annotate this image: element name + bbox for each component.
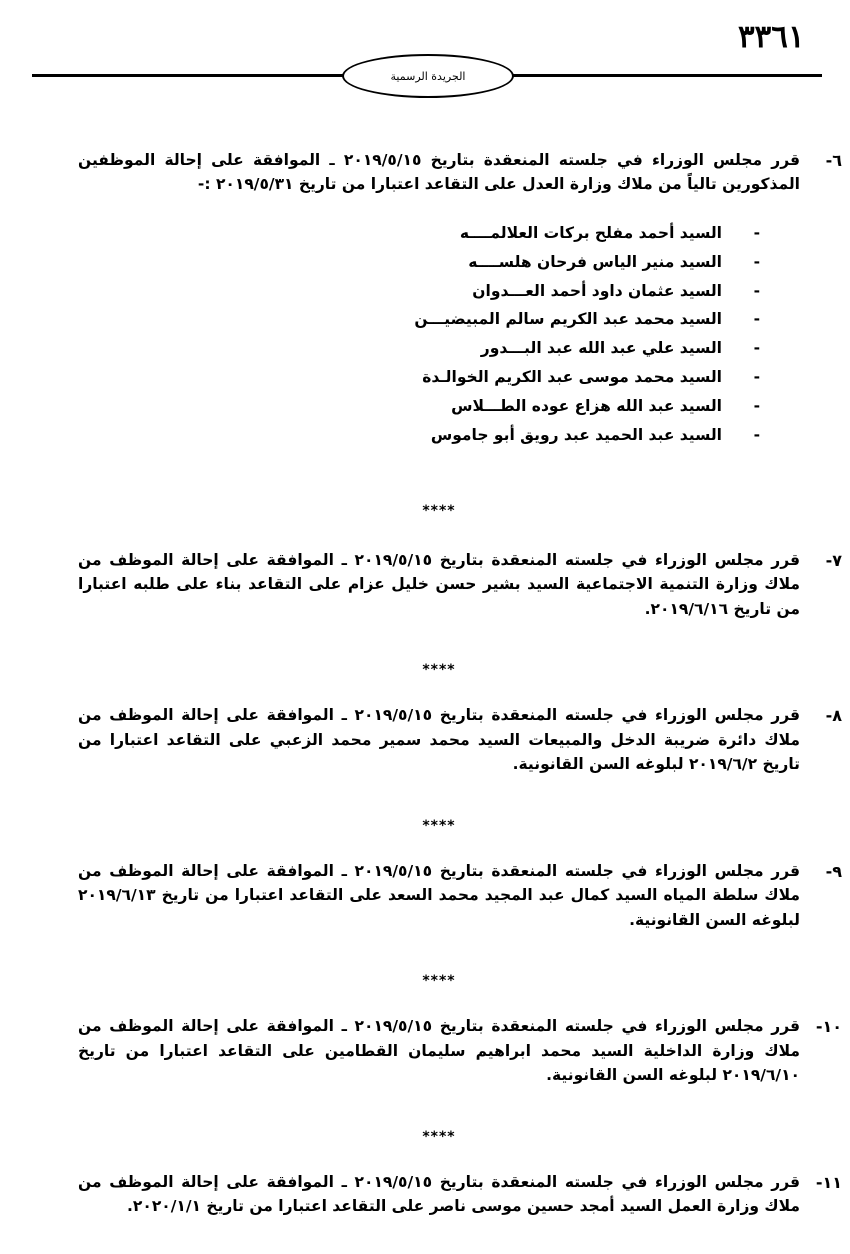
item-number: ٧-	[825, 550, 842, 570]
employee-name: السيد منير الياس فرحان هلســــه	[468, 252, 722, 271]
item-number: ١١-	[815, 1172, 842, 1192]
item-text: قرر مجلس الوزراء في جلسته المنعقدة بتاريخ ٢٠١٩/٥/١٥ ـ الموافقة على إحالة الموظف من ملاك وزارة الداخلية السيد محمد ابراهيم سليمان القطامين على التقاعد اعتبارا من تاريخ ٢٠١٩/٦/١٠ لبلوغه السن القانونية.	[78, 1017, 801, 1085]
item-text: قرر مجلس الوزراء في جلسته المنعقدة بتاريخ ٢٠١٩/٥/١٥ ـ الموافقة على إحالة الموظف من ملاك وزارة التنمية الاجتماعية السيد بشير حسن خليل عزام على التقاعد بناء على طلبه اعتبارا من تاريخ ٢٠١٩/٦/١٦.	[78, 550, 801, 618]
list-item: - السيد محمد عبد الكريم سالم المبيضيـــن	[78, 305, 760, 334]
list-item: - السيد عثمان داود أحمد العـــدوان	[78, 277, 760, 306]
item-text: قرر مجلس الوزراء في جلسته المنعقدة بتاريخ ٢٠١٩/٥/١٥ ـ الموافقة على إحالة الموظف من ملاك وزارة العمل السيد أمجد حسين موسى ناصر على التقاعد اعتبارا من تاريخ ٢٠٢٠/١/١.	[78, 1172, 801, 1216]
decision-item-6	[78, 148, 842, 450]
document-body	[78, 148, 842, 1219]
employee-name-list	[78, 219, 800, 450]
gazette-title: الجريدة الرسمية	[390, 69, 466, 83]
item-text: قرر مجلس الوزراء في جلسته المنعقدة بتاريخ ٢٠١٩/٥/١٥ ـ الموافقة على إحالة الموظفين المذكورين تالياً من ملاك وزارة العدل على التقاعد اعتبارا من تاريخ ٢٠١٩/٥/٣١ :-	[78, 151, 801, 194]
item-number: ٦-	[825, 151, 842, 170]
separator: ****	[422, 1128, 456, 1145]
item-number: ١٠-	[815, 1017, 842, 1037]
gazette-title-oval	[342, 54, 514, 98]
separator: ****	[422, 973, 456, 990]
employee-name: السيد محمد عبد الكريم سالم المبيضيـــن	[414, 310, 722, 329]
separator: ****	[422, 662, 456, 679]
item-number: ٩-	[825, 861, 842, 881]
employee-name: السيد عبد الحميد عبد رويق أبو جاموس	[430, 425, 722, 444]
decision-item-10	[78, 1014, 842, 1087]
list-item: - السيد أحمد مفلح بركات العلالمــــه	[78, 219, 760, 248]
separator: ****	[422, 502, 456, 519]
decision-item-11	[78, 1170, 842, 1219]
employee-name: السيد محمد موسى عبد الكريم الخوالـدة	[422, 368, 722, 387]
list-item: - السيد منير الياس فرحان هلســــه	[78, 248, 760, 277]
employee-name: السيد عبد الله هزاع عوده الطـــلاس	[451, 396, 722, 415]
separator: ****	[422, 817, 456, 834]
list-item: - السيد علي عبد الله عبد البـــدور	[78, 334, 760, 363]
decision-item-8	[78, 703, 842, 776]
item-number: ٨-	[825, 706, 842, 726]
decision-item-9	[78, 859, 842, 932]
employee-name: السيد أحمد مفلح بركات العلالمــــه	[459, 223, 722, 242]
item-text: قرر مجلس الوزراء في جلسته المنعقدة بتاريخ ٢٠١٩/٥/١٥ ـ الموافقة على إحالة الموظف من ملاك سلطة المياه السيد كمال عبد المجيد محمد السعد على التقاعد اعتبارا من تاريخ ٢٠١٩/٦/١٣ لبلوغه السن القانونية.	[78, 861, 801, 929]
employee-name: السيد عثمان داود أحمد العـــدوان	[472, 281, 722, 300]
employee-name: السيد علي عبد الله عبد البـــدور	[480, 339, 722, 358]
list-item: - السيد عبد الحميد عبد رويق أبو جاموس	[78, 421, 760, 450]
list-item: - السيد عبد الله هزاع عوده الطـــلاس	[78, 392, 760, 421]
decision-item-7	[78, 548, 842, 621]
list-item: - السيد محمد موسى عبد الكريم الخوالـدة	[78, 363, 760, 392]
item-text: قرر مجلس الوزراء في جلسته المنعقدة بتاريخ ٢٠١٩/٥/١٥ ـ الموافقة على إحالة الموظف من ملاك دائرة ضريبة الدخل والمبيعات السيد محمد سمير محمد الزعبي على التقاعد اعتبارا من تاريخ ٢٠١٩/٦/٢ لبلوغه السن القانونية.	[78, 706, 801, 774]
page-number: ٣٣٦١	[738, 19, 805, 55]
